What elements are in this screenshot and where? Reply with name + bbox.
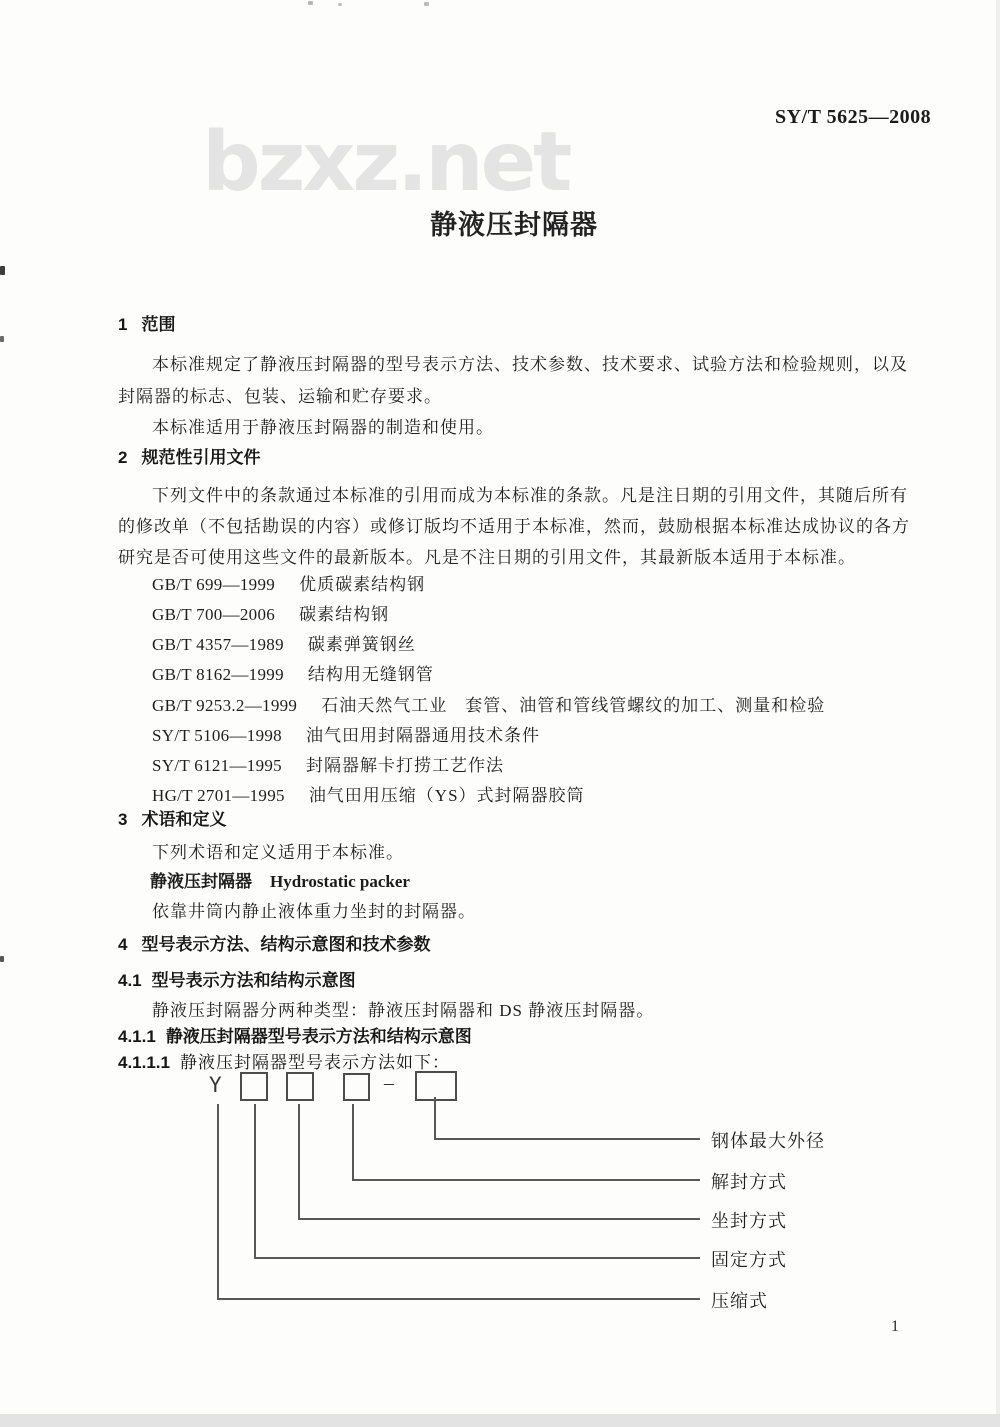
section-2-heading [118,443,260,468]
diagram-line [298,1218,700,1220]
section-number: 3 [118,810,128,829]
scan-speck [424,2,429,6]
model-code-box-2 [286,1072,314,1101]
section-number: 4.1.1.1 [118,1053,170,1072]
diagram-line [254,1104,256,1259]
diagram-line [434,1097,436,1140]
reference-item [152,630,416,655]
reference-code: GB/T 700—2006 [152,605,276,624]
model-code-box-1 [240,1072,268,1101]
diagram-line [254,1257,700,1259]
reference-item [152,570,425,595]
section-number: 1 [118,315,128,334]
reference-code: GB/T 9253.2—1999 [152,696,298,715]
reference-code: SY/T 5106—1998 [152,726,282,745]
model-dash: – [384,1072,394,1094]
paragraph-line: 本标准规定了静液压封隔器的型号表示方法、技术参数、技术要求、试验方法和检验规则，以及 [152,355,908,374]
diagram-line [434,1138,700,1140]
page-right-edge [996,0,1000,1427]
reference-item [152,691,825,716]
section-text: 静液压封隔器型号表示方法如下： [180,1053,450,1072]
term-definition-heading [150,867,410,892]
paragraph-line: 依靠井筒内静止液体重力坐封的封隔器。 [152,902,476,921]
reference-code: GB/T 8162—1999 [152,665,284,684]
paragraph-line: 下列术语和定义适用于本标准。 [152,843,404,862]
document-title: 静液压封隔器 [430,210,598,240]
reference-code: GB/T 4357—1989 [152,635,284,654]
section-3-heading [118,805,226,830]
reference-title: 优质碳素结构钢 [299,575,426,594]
page-bottom-edge [0,1414,1000,1427]
scan-speck [0,266,5,275]
reference-title: 结构用无缝钢管 [307,665,434,684]
model-prefix-letter: Y [209,1073,222,1097]
section-number: 4 [118,935,128,954]
section-title: 范围 [141,315,176,334]
diagram-label-anchoring-method: 固定方式 [711,1250,787,1270]
paragraph-line: 静液压封隔器分两种类型：静液压封隔器和 DS 静液压封隔器。 [152,1001,655,1020]
diagram-line [217,1104,219,1300]
diagram-line [352,1179,700,1181]
diagram-label-setting-method: 坐封方式 [711,1211,787,1231]
model-code-box-3 [343,1073,370,1101]
reference-item [152,660,434,685]
scan-speck [338,3,342,6]
reference-item [152,781,585,806]
reference-item [152,751,504,776]
diagram-label-unsetting-method: 解封方式 [711,1172,787,1192]
diagram-line [352,1104,354,1181]
reference-title: 碳素结构钢 [299,605,390,624]
paragraph-line: 下列文件中的条款通过本标准的引用而成为本标准的条款。凡是注日期的引用文件，其随后所有 [152,486,908,505]
section-4-1-1-heading [118,1022,472,1047]
section-title: 型号表示方法和结构示意图 [151,971,356,990]
reference-title: 碳素弹簧钢丝 [307,635,416,654]
paragraph-line: 的修改单（不包括勘误的内容）或修订版均不适用于本标准，然而，鼓励根据本标准达成协议的各方 [118,517,910,536]
standard-number: SY/T 5625—2008 [775,106,932,128]
reference-title: 油气田用封隔器通用技术条件 [305,726,540,745]
paragraph-line: 本标准适用于静液压封隔器的制造和使用。 [152,418,494,437]
section-number: 4.1.1 [118,1027,156,1046]
term-en: Hydrostatic packer [270,872,410,891]
diagram-line [298,1104,300,1220]
section-title: 静液压封隔器型号表示方法和结构示意图 [165,1027,472,1046]
section-1-heading [118,310,175,335]
reference-title: 石油天然气工业 套管、油管和管线管螺纹的加工、测量和检验 [321,696,826,715]
watermark: bzxz.net [202,115,570,210]
section-4-1-1-1-heading [118,1048,450,1073]
paragraph-line: 封隔器的标志、包装、运输和贮存要求。 [118,387,442,406]
model-code-box-4 [415,1071,457,1101]
reference-title: 油气田用压缩（YS）式封隔器胶筒 [308,786,585,805]
section-number: 4.1 [118,971,142,990]
section-title: 术语和定义 [141,810,227,829]
section-number: 2 [118,448,128,467]
reference-code: GB/T 699—1999 [152,575,276,594]
section-title: 规范性引用文件 [141,448,261,467]
diagram-label-compression-type: 压缩式 [711,1291,768,1311]
section-title: 型号表示方法、结构示意图和技术参数 [141,935,431,954]
scan-speck [0,956,4,962]
section-4-heading [118,930,430,955]
reference-item [152,721,540,746]
term-zh: 静液压封隔器 [150,872,252,891]
diagram-line [217,1298,700,1300]
reference-title: 封隔器解卡打捞工艺作法 [305,756,504,775]
page-number: 1 [891,1318,899,1335]
reference-item [152,600,389,625]
section-4-1-heading [118,966,356,991]
scan-speck [0,336,4,342]
reference-code: HG/T 2701—1995 [152,786,285,805]
reference-code: SY/T 6121—1995 [152,756,282,775]
paragraph-line: 研究是否可使用这些文件的最新版本。凡是不注日期的引用文件，其最新版本适用于本标准。 [118,548,856,567]
diagram-label-steel-body-max-od: 钢体最大外径 [711,1131,825,1151]
scan-speck [308,1,313,5]
